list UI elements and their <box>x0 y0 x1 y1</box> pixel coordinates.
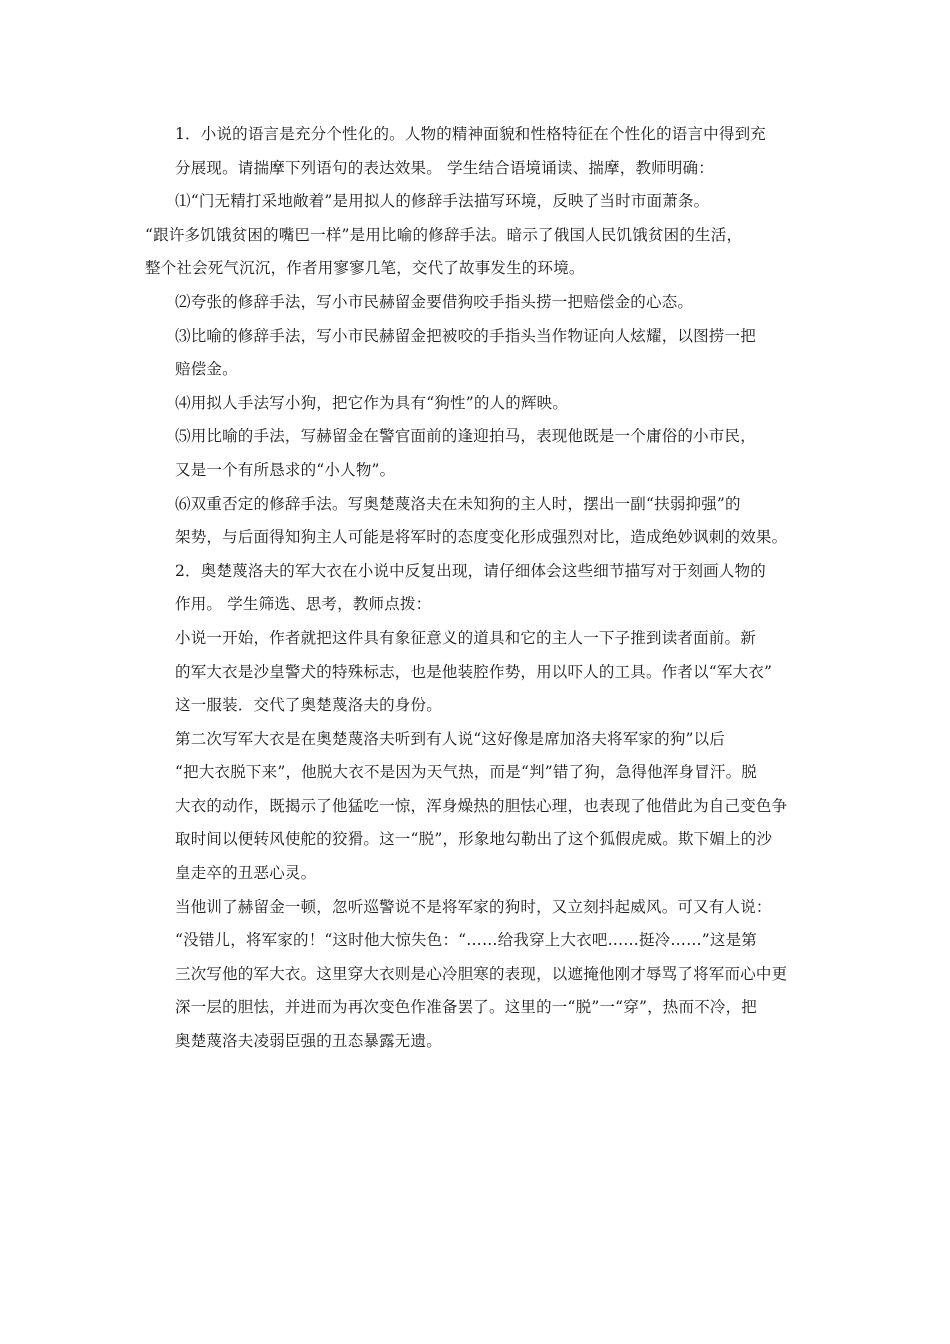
text-line: 整个社会死气沉沉，作者用寥寥几笔，交代了故事发生的环境。 <box>145 259 585 278</box>
paragraph-coat-first <box>145 622 810 723</box>
text-line: 小说一开始，作者就把这件具有象征意义的道具和它的主人一下子推到读者面前。新 <box>175 628 756 647</box>
paragraph-item-4 <box>145 387 810 421</box>
paragraph-item-6 <box>145 488 810 555</box>
text-line: “没错儿，将军家的！“这时他大惊失色：“……给我穿上大衣吧……挺冷……”这是第 <box>175 931 757 950</box>
text-line: 皇走卒的丑恶心灵。 <box>175 864 317 883</box>
text-line: “把大衣脱下来”，他脱大衣不是因为天气热，而是“判”错了狗，急得他浑身冒汗。脱 <box>175 763 757 782</box>
text-line: ⑷用拟人手法写小狗，把它作为具有“狗性”的人的辉映。 <box>175 393 569 412</box>
text-line: 赔偿金。 <box>175 360 238 379</box>
paragraph-coat-third <box>145 891 810 1059</box>
text-line: 三次写他的军大衣。这里穿大衣则是心冷胆寒的表现，以遮掩他刚才辱骂了将军而心中更 <box>175 964 788 983</box>
paragraph-item-1-continued <box>145 219 810 286</box>
text-line: 取时间以便转风使舵的狡猾。这一“脱”，形象地勾勒出了这个狐假虎威。欺下媚上的沙 <box>175 830 773 849</box>
text-line: ⑶比喻的修辞手法，写小市民赫留金把被咬的手指头当作物证向人炫耀，以图捞一把 <box>175 326 756 345</box>
text-line: 当他训了赫留金一顿，忽听巡警说不是将军家的狗时，又立刻抖起威风。可又有人说： <box>175 897 772 916</box>
text-line: ⑹双重否定的修辞手法。写奥楚蔑洛夫在未知狗的主人时，摆出一副“扶弱抑强”的 <box>175 494 741 513</box>
text-line: 作用。 学生筛选、思考，教师点拨： <box>175 595 432 614</box>
text-line: 第二次写军大衣是在奥楚蔑洛夫听到有人说“这好像是席加洛夫将军家的狗”以后 <box>175 729 726 748</box>
text-line: 的军大衣是沙皇警犬的特殊标志，也是他装腔作势，用以吓人的工具。作者以“军大衣” <box>175 662 773 681</box>
text-line: “跟许多饥饿贫困的嘴巴一样”是用比喻的修辞手法。暗示了俄国人民饥饿贫困的生活， <box>145 225 743 244</box>
paragraph-item-1 <box>145 185 810 219</box>
text-line: 大衣的动作，既揭示了他猛吃一惊，浑身燥热的胆怯心理，也表现了他借此为自己变色争 <box>175 796 788 815</box>
text-line: 奥楚蔑洛夫凌弱臣强的丑态暴露无遗。 <box>175 1032 442 1051</box>
paragraph-item-5 <box>145 420 810 487</box>
text-line: 2．奥楚蔑洛夫的军大衣在小说中反复出现，请仔细体会这些细节描写对于刻画人物的 <box>175 561 766 580</box>
text-line: ⑴“门无精打采地敞着”是用拟人的修辞手法描写环境，反映了当时市面萧条。 <box>175 192 710 211</box>
text-line: 深一层的胆怯，并进而为再次变色作准备罢了。这里的一“脱”一“穿”，热而不冷，把 <box>175 998 757 1017</box>
text-line: 架势，与后面得知狗主人可能是将军时的态度变化形成强烈对比，造成绝妙讽刺的效果。 <box>175 528 788 547</box>
text-line: ⑸用比喻的手法，写赫留金在警官面前的逢迎拍马，表现他既是一个庸俗的小市民， <box>175 427 756 446</box>
paragraph-coat-second <box>145 723 810 891</box>
text-line: 这一服装．交代了奥楚蔑洛夫的身份。 <box>175 696 442 715</box>
paragraph-question-2 <box>145 555 810 622</box>
paragraph-item-2 <box>145 286 810 320</box>
text-line: ⑵夸张的修辞手法，写小市民赫留金要借狗咬手指头捞一把赔偿金的心态。 <box>175 292 694 311</box>
paragraph-item-3 <box>145 320 810 387</box>
text-line: 又是一个有所恳求的“小人物”。 <box>175 460 396 479</box>
text-line: 1．小说的语言是充分个性化的。人物的精神面貌和性格特征在个性化的语言中得到充 <box>175 125 766 143</box>
text-line: 分展现。请揣摩下列语句的表达效果。 学生结合语境诵读、揣摩，教师明确： <box>175 158 714 177</box>
paragraph-question-1 <box>145 118 810 185</box>
document-body <box>145 118 810 1059</box>
